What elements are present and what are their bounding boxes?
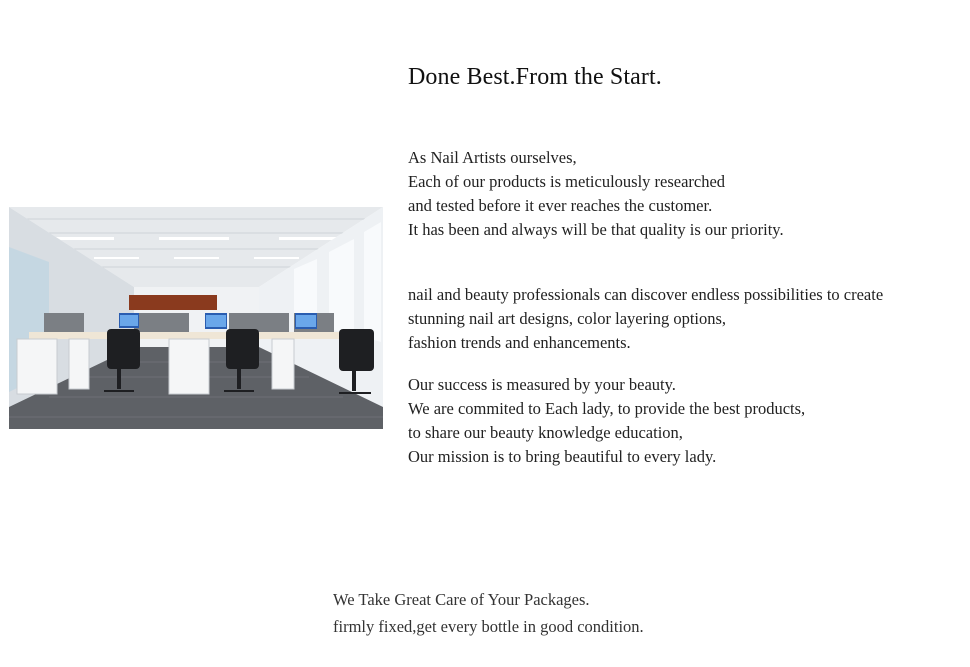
packaging-detail: firmly fixed,get every bottle in good condition. xyxy=(333,617,644,636)
intro-paragraph xyxy=(408,146,784,242)
intro-line: As Nail Artists ourselves, xyxy=(408,148,577,167)
packaging-title: We Take Great Care of Your Packages. xyxy=(333,590,590,609)
intro-line: It has been and always will be that quality is our priority. xyxy=(408,220,784,239)
professionals-line: fashion trends and enhancements. xyxy=(408,333,631,352)
packaging-note xyxy=(333,590,644,637)
office-photo xyxy=(9,207,383,429)
mission-line: to share our beauty knowledge education, xyxy=(408,423,683,442)
mission-paragraph xyxy=(408,373,805,469)
mission-line: Our success is measured by your beauty. xyxy=(408,375,676,394)
intro-line: Each of our products is meticulously researched xyxy=(408,172,726,191)
intro-line: and tested before it ever reaches the customer. xyxy=(408,196,713,215)
headline: Done Best.From the Start. xyxy=(408,64,662,90)
mission-line: Our mission is to bring beautiful to every lady. xyxy=(408,447,717,466)
professionals-line: stunning nail art designs, color layering options, xyxy=(408,309,727,328)
professionals-line: nail and beauty professionals can discover endless possibilities to create xyxy=(408,285,884,304)
mission-line: We are commited to Each lady, to provide the best products, xyxy=(408,399,806,418)
professionals-paragraph xyxy=(408,283,883,355)
